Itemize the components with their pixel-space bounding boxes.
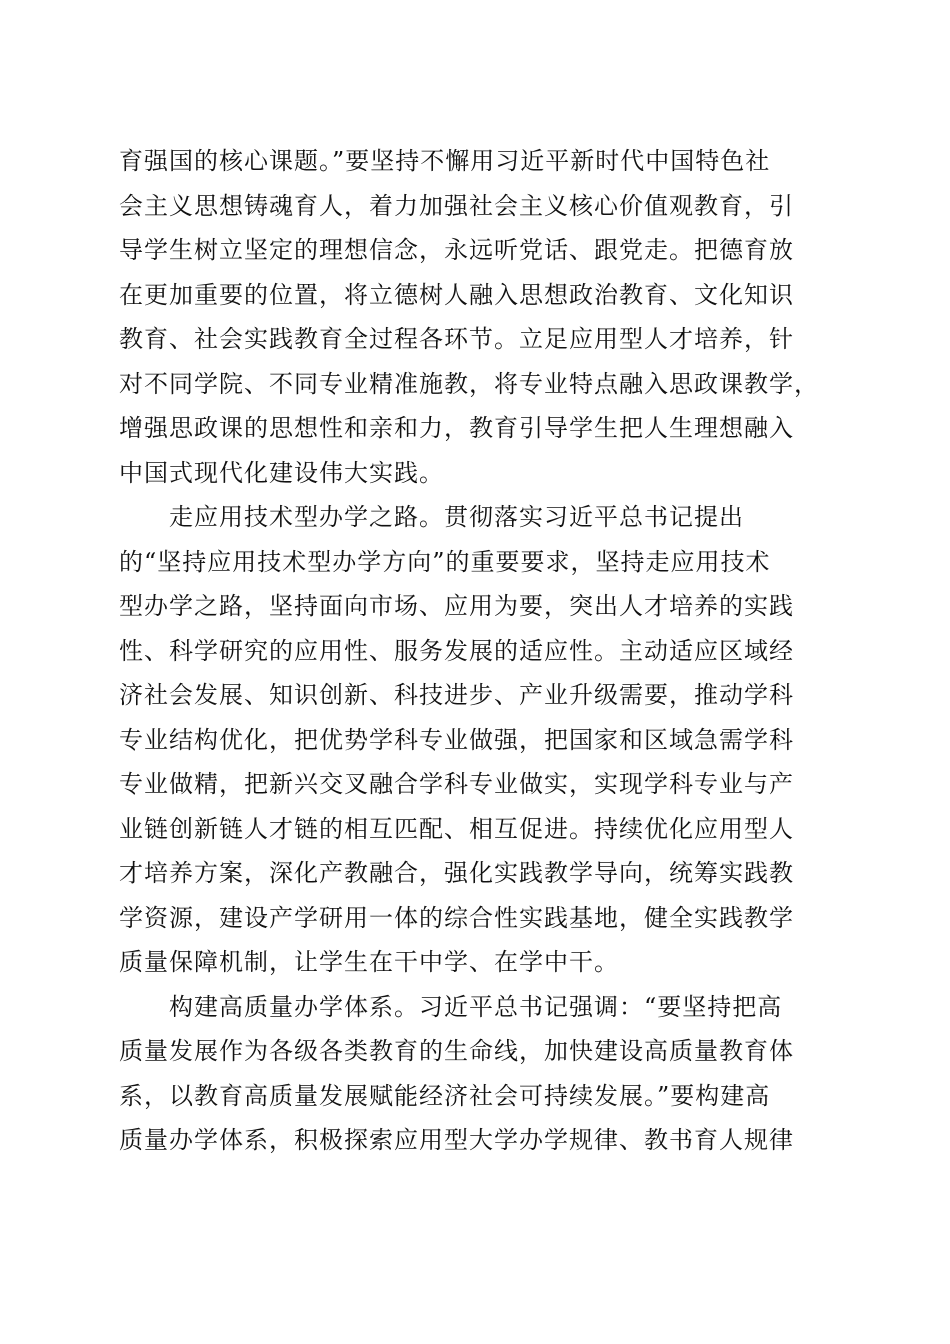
text-line: 质量发展作为各级各类教育的生命线，加快建设高质量教育体 <box>119 1037 794 1065</box>
text-line: 系，以教育高质量发展赋能经济社会可持续发展。”要构建高 <box>119 1081 771 1110</box>
paragraph-2 <box>119 495 835 985</box>
text-line: 会主义思想铸魂育人，着力加强社会主义核心价值观教育，引 <box>119 191 794 220</box>
text-line: 才培养方案，深化产教融合，强化实践教学导向，统筹实践教 <box>119 859 794 887</box>
text-line: 教育、社会实践教育全过程各环节。立足应用型人才培养，针 <box>119 325 794 353</box>
text-line: 增强思政课的思想性和亲和力，教育引导学生把人生理想融入 <box>119 414 794 442</box>
text-line: 走应用技术型办学之路。贯彻落实习近平总书记提出 <box>119 503 744 531</box>
text-line: 中国式现代化建设伟大实践。 <box>119 458 444 487</box>
text-line: 质量办学体系，积极探索应用型大学办学规律、教书育人规律 <box>119 1126 794 1154</box>
text-line: 济社会发展、知识创新、科技进步、产业升级需要，推动学科 <box>119 681 794 709</box>
text-line: 性、科学研究的应用性、服务发展的适应性。主动适应区域经 <box>119 636 794 665</box>
text-line: 对不同学院、不同专业精准施教，将专业特点融入思政课教学， <box>119 369 819 398</box>
paragraph-1 <box>119 139 835 495</box>
text-line: 专业做精，把新兴交叉融合学科专业做实，实现学科专业与产 <box>119 770 794 798</box>
text-line: 质量保障机制，让学生在干中学、在学中干。 <box>119 948 619 976</box>
text-line: 育强国的核心课题。”要坚持不懈用习近平新时代中国特色社 <box>119 147 771 175</box>
text-line: 业链创新链人才链的相互匹配、相互促进。持续优化应用型人 <box>119 814 794 843</box>
text-line: 学资源，建设产学研用一体的综合性实践基地，健全实践教学 <box>119 903 794 932</box>
text-line: 专业结构优化，把优势学科专业做强，把国家和区域急需学科 <box>119 725 794 754</box>
paragraph-3 <box>119 985 835 1163</box>
text-line: 导学生树立坚定的理想信念，永远听党话、跟党走。把德育放 <box>119 236 794 264</box>
text-line: 型办学之路，坚持面向市场、应用为要，突出人才培养的实践 <box>119 592 794 620</box>
text-line: 的“坚持应用技术型办学方向”的重要要求，坚持走应用技术 <box>119 547 771 576</box>
document-page <box>119 139 835 1163</box>
text-line: 构建高质量办学体系。习近平总书记强调：“要坚持把高 <box>119 992 783 1021</box>
text-line: 在更加重要的位置，将立德树人融入思想政治教育、文化知识 <box>119 280 794 309</box>
